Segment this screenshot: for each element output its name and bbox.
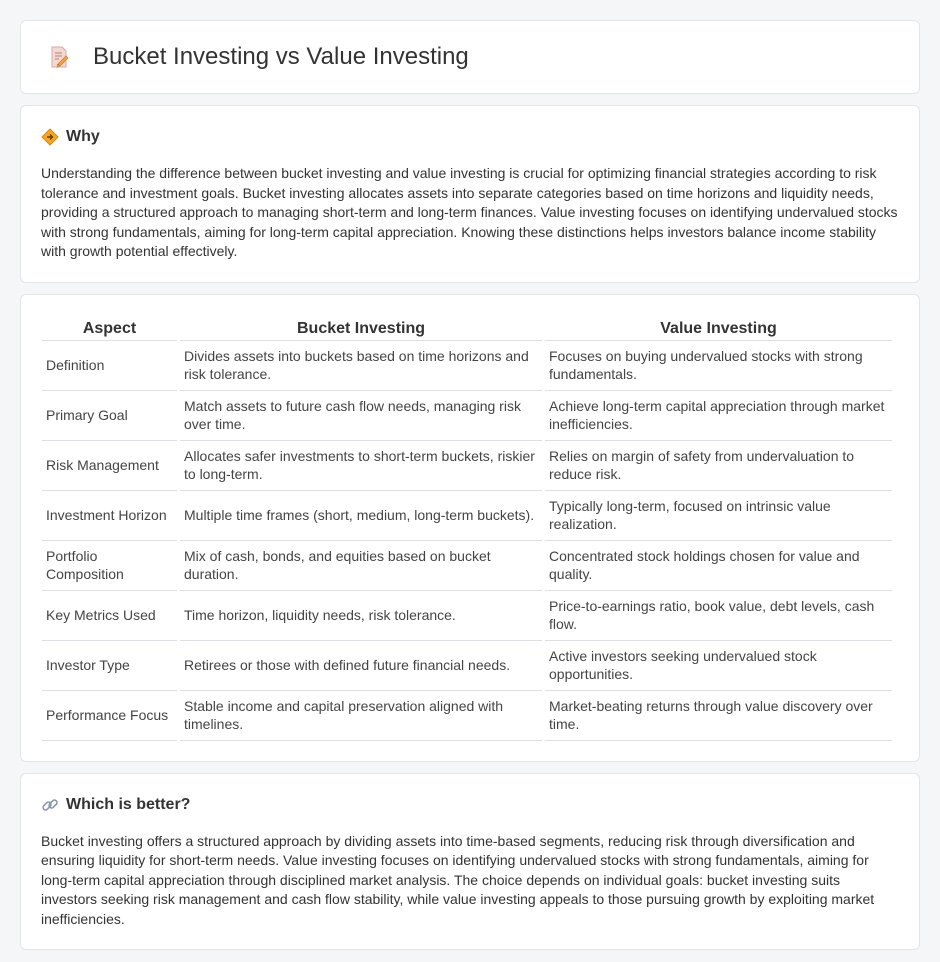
row-bucket: Match assets to future cash flow needs, managing risk over time. <box>180 391 542 441</box>
which-is-better-section <box>20 773 920 951</box>
table-row <box>42 541 892 591</box>
comparison-table <box>39 317 895 741</box>
row-value: Active investors seeking undervalued stock opportunities. <box>545 641 892 691</box>
page-title: Bucket Investing vs Value Investing <box>93 43 469 70</box>
row-bucket: Stable income and capital preservation aligned with timelines. <box>180 691 542 741</box>
row-aspect: Key Metrics Used <box>42 591 177 641</box>
row-value: Price-to-earnings ratio, book value, debt levels, cash flow. <box>545 591 892 641</box>
table-row <box>42 591 892 641</box>
row-value: Market-beating returns through value discovery over time. <box>545 691 892 741</box>
table-header-row <box>42 317 892 341</box>
row-value: Typically long-term, focused on intrinsic value realization. <box>545 491 892 541</box>
header-bucket-investing: Bucket Investing <box>180 317 542 341</box>
table-row <box>42 491 892 541</box>
why-heading-row <box>41 128 899 146</box>
row-bucket: Time horizon, liquidity needs, risk tolerance. <box>180 591 542 641</box>
document-pencil-icon <box>47 45 71 69</box>
table-row <box>42 341 892 391</box>
row-value: Relies on margin of safety from undervaluation to reduce risk. <box>545 441 892 491</box>
row-value: Focuses on buying undervalued stocks with strong fundamentals. <box>545 341 892 391</box>
why-section <box>20 105 920 283</box>
row-aspect: Performance Focus <box>42 691 177 741</box>
row-aspect: Investment Horizon <box>42 491 177 541</box>
row-aspect: Primary Goal <box>42 391 177 441</box>
row-value: Concentrated stock holdings chosen for value and quality. <box>545 541 892 591</box>
better-heading-row <box>41 796 899 814</box>
diamond-sign-icon <box>41 128 59 146</box>
table-row <box>42 691 892 741</box>
link-icon <box>41 796 59 814</box>
better-heading: Which is better? <box>66 795 191 813</box>
row-bucket: Allocates safer investments to short-term buckets, riskier to long-term. <box>180 441 542 491</box>
row-bucket: Retirees or those with defined future financial needs. <box>180 641 542 691</box>
row-aspect: Portfolio Composition <box>42 541 177 591</box>
row-aspect: Risk Management <box>42 441 177 491</box>
row-bucket: Divides assets into buckets based on time horizons and risk tolerance. <box>180 341 542 391</box>
row-value: Achieve long-term capital appreciation through market inefficiencies. <box>545 391 892 441</box>
table-row <box>42 441 892 491</box>
why-text: Understanding the difference between bucket investing and value investing is crucial for optimizing financial strategies according to risk tolerance and investment goals. Bucket investing allocates assets into separate categories based on time horizons and liquidity needs, providing a structured approach to managing short-term and long-term finances. Value investing focuses on identifying undervalued stocks with strong fundamentals, aiming for long-term capital appreciation. Knowing these distinctions helps investors balance income stability with growth potential effectively. <box>41 165 898 259</box>
row-bucket: Multiple time frames (short, medium, long-term buckets). <box>180 491 542 541</box>
table-row <box>42 641 892 691</box>
header-value-investing: Value Investing <box>545 317 892 341</box>
table-row <box>42 391 892 441</box>
row-aspect: Investor Type <box>42 641 177 691</box>
header-card <box>20 20 920 94</box>
header-aspect: Aspect <box>42 317 177 341</box>
row-aspect: Definition <box>42 341 177 391</box>
comparison-table-card <box>20 294 920 762</box>
why-heading: Why <box>66 128 100 145</box>
better-text: Bucket investing offers a structured approach by dividing assets into time-based segments, reducing risk through diversification and ensuring liquidity for short-term needs. Value investing focuses on identifying undervalued stocks with strong fundamentals, aiming for long-term capital appreciation through disciplined market analysis. The choice depends on individual goals: bucket investing suits investors seeking risk management and cash flow stability, while value investing appeals to those pursuing growth by exploiting market inefficiencies. <box>41 832 875 927</box>
row-bucket: Mix of cash, bonds, and equities based on bucket duration. <box>180 541 542 591</box>
